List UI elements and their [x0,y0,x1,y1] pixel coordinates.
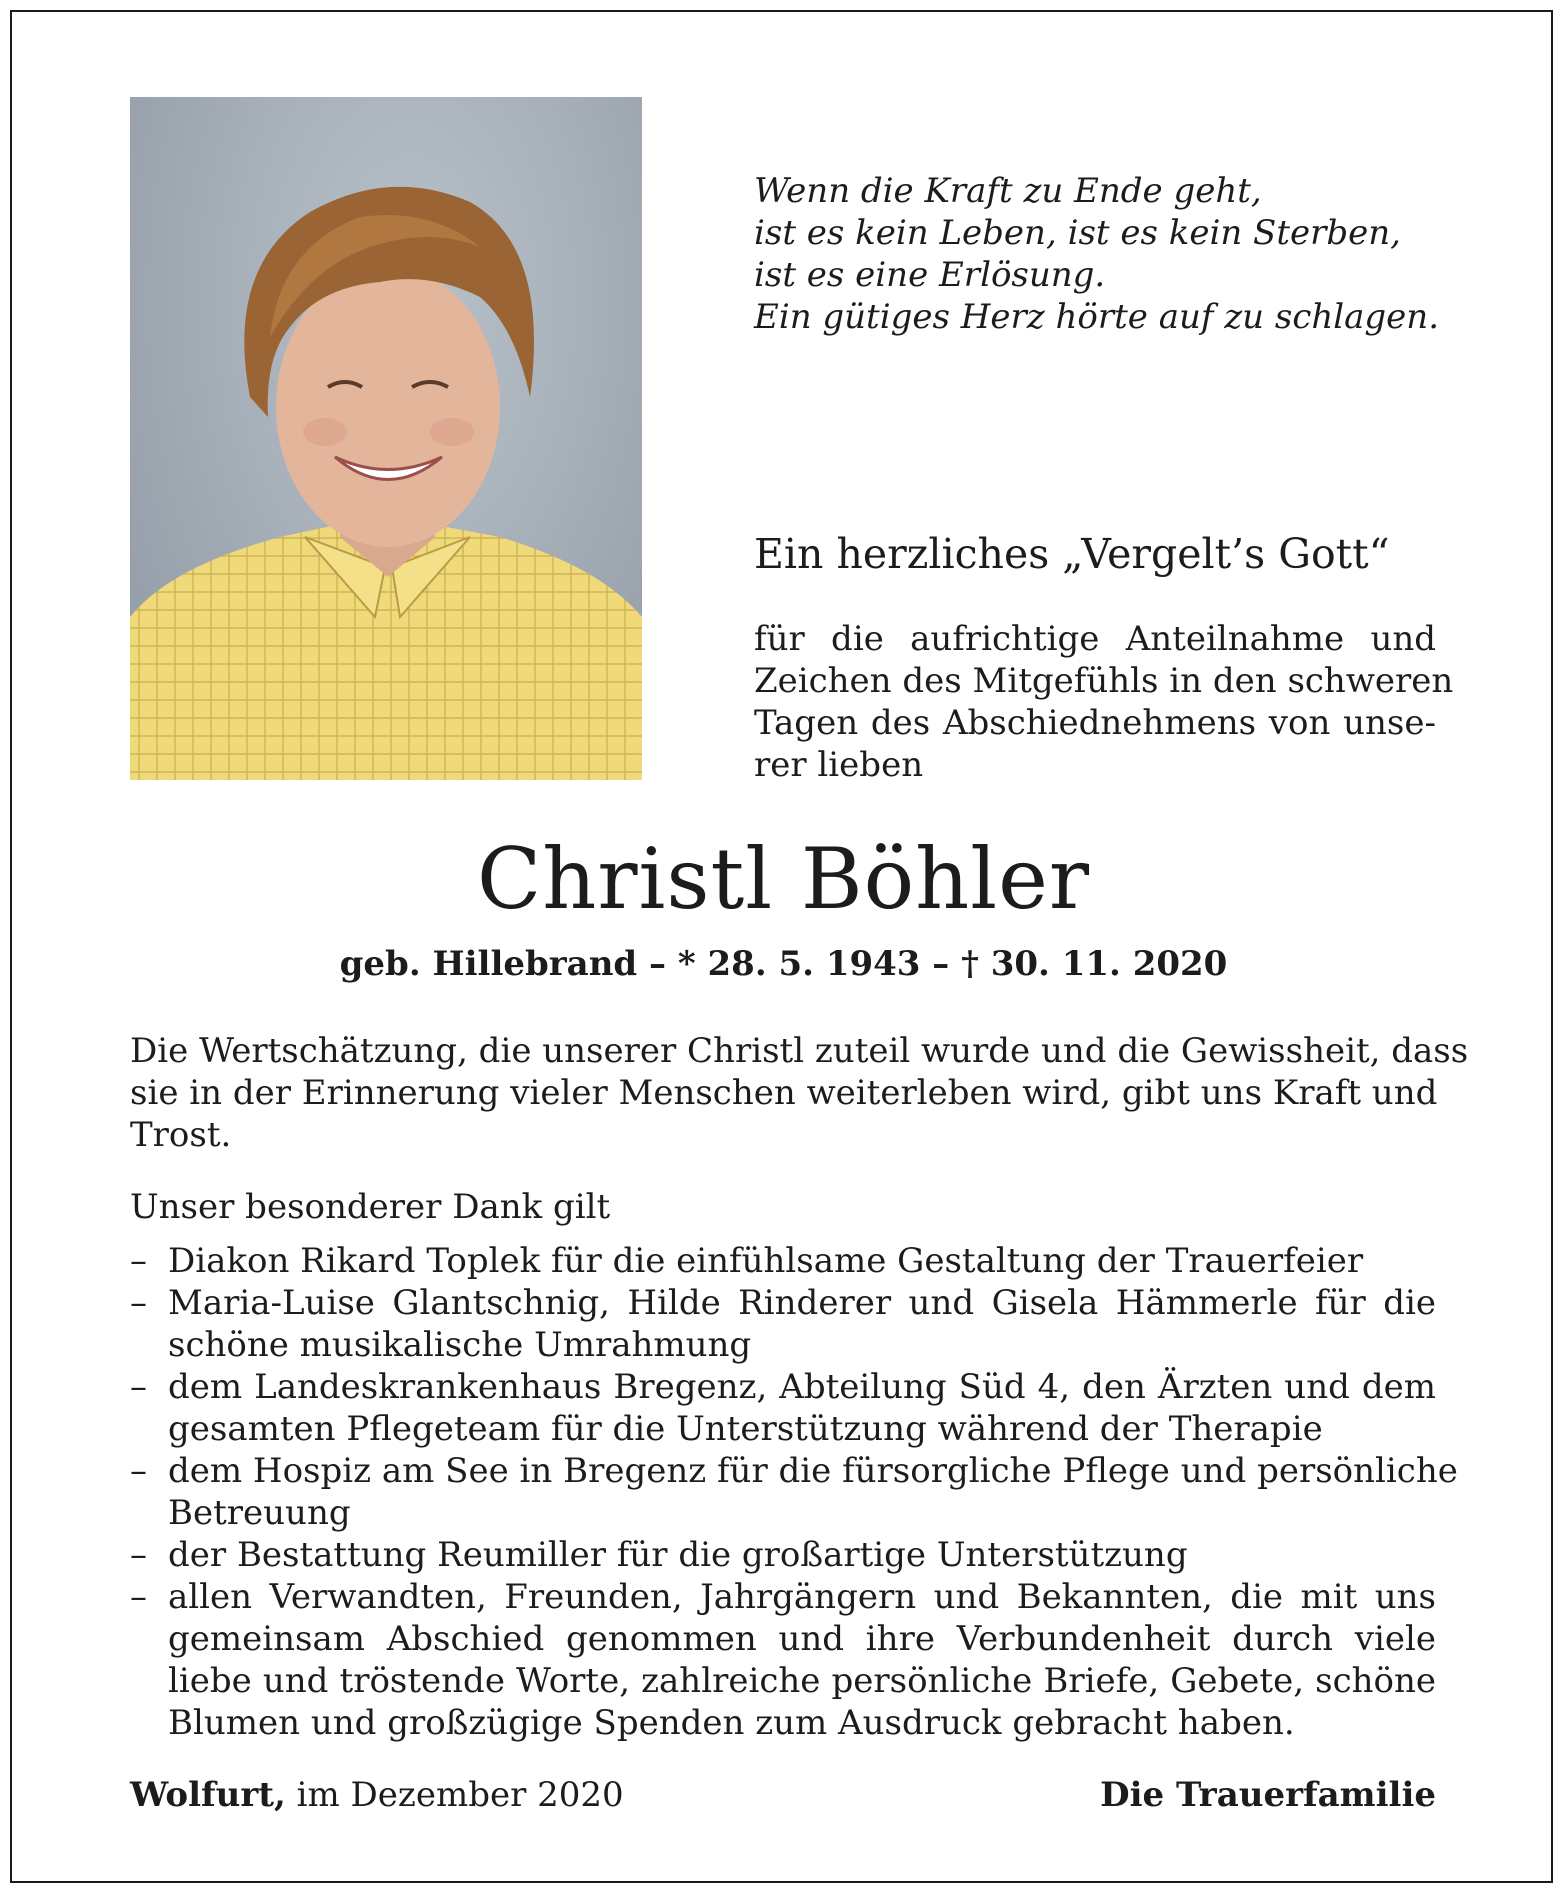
list-dash: – [130,1451,147,1491]
thanks-text-line: rer lieben [754,745,924,785]
list-item [130,1240,1436,1282]
thanks-text-line: Zeichen des Mitgefühls in den schweren [754,661,1454,701]
verse-line: ist es eine Erlösung. [754,255,1106,295]
list-item [130,1576,1436,1744]
list-item [130,1534,1436,1576]
list-item-line: Maria-Luise Glantschnig, Hilde Rinderer und Gisela Hämmerle für die [168,1283,1436,1323]
paragraph-line: Trost. [130,1115,232,1155]
list-item-line: dem Hospiz am See in Bregenz für die fürsorgliche Pflege und persönliche [168,1451,1458,1491]
list-item-line: gemeinsam Abschied genommen und ihre Verbundenheit durch viele [168,1619,1436,1659]
list-item-line: dem Landeskrankenhaus Bregenz, Abteilung Süd 4, den Ärzten und dem [168,1367,1436,1407]
list-item-line: Blumen und großzügige Spenden zum Ausdruck gebracht haben. [168,1703,1295,1743]
appreciation-paragraph [130,1030,1469,1156]
list-dash: – [130,1367,147,1407]
list-item-line: schöne musikalische Umrahmung [168,1325,752,1365]
list-dash: – [130,1283,147,1323]
thanks-intro: Unser besonderer Dank gilt [130,1187,611,1227]
deceased-name: Christl Böhler [477,830,1090,928]
list-item-line: Betreuung [168,1493,351,1533]
list-item [130,1366,1436,1450]
paragraph-line: Die Wertschätzung, die unserer Christl zuteil wurde und die Gewissheit, dass [130,1031,1469,1071]
life-dates: geb. Hillebrand – * 28. 5. 1943 – † 30. 11. 2020 [339,944,1228,984]
thanks-text [754,618,1454,786]
verse-line: Ein gütiges Herz hörte auf zu schlagen. [754,297,1439,337]
date: im Dezember 2020 [285,1775,624,1815]
list-item-line: liebe und tröstende Worte, zahlreiche persönliche Briefe, Gebete, schöne [168,1661,1436,1701]
verse-line: ist es kein Leben, ist es kein Sterben, [754,213,1401,253]
verse-line: Wenn die Kraft zu Ende geht, [754,171,1262,211]
thanks-text-line: für die aufrichtige Anteilnahme und [754,619,1436,659]
portrait-photo [130,97,642,780]
list-item-line: Diakon Rikard Toplek für die einfühlsame Gestaltung der Trauerfeier [168,1241,1364,1281]
place-date [130,1775,624,1815]
list-item [130,1450,1458,1534]
list-dash: – [130,1241,147,1281]
signature: Die Trauerfamilie [1100,1775,1436,1815]
thanks-heading: Ein herzliches „Vergelt’s Gott“ [754,530,1390,578]
thanks-list [130,1240,1458,1744]
list-item [130,1282,1436,1366]
poem-verse [754,170,1439,338]
list-item-line: der Bestattung Reumiller für die großartige Unterstützung [168,1535,1188,1575]
paragraph-line: sie in der Erinnerung vieler Menschen weiterleben wird, gibt uns Kraft und [130,1073,1438,1113]
portrait-illustration [130,97,642,780]
list-dash: – [130,1535,147,1575]
thanks-text-line: Tagen des Abschiednehmens von unse- [754,703,1436,743]
list-item-line: gesamten Pflegeteam für die Unterstützung während der Therapie [168,1409,1323,1449]
list-item-line: allen Verwandten, Freunden, Jahrgängern und Bekannten, die mit uns [168,1577,1436,1617]
place: Wolfurt, [130,1775,286,1815]
list-dash: – [130,1577,147,1617]
